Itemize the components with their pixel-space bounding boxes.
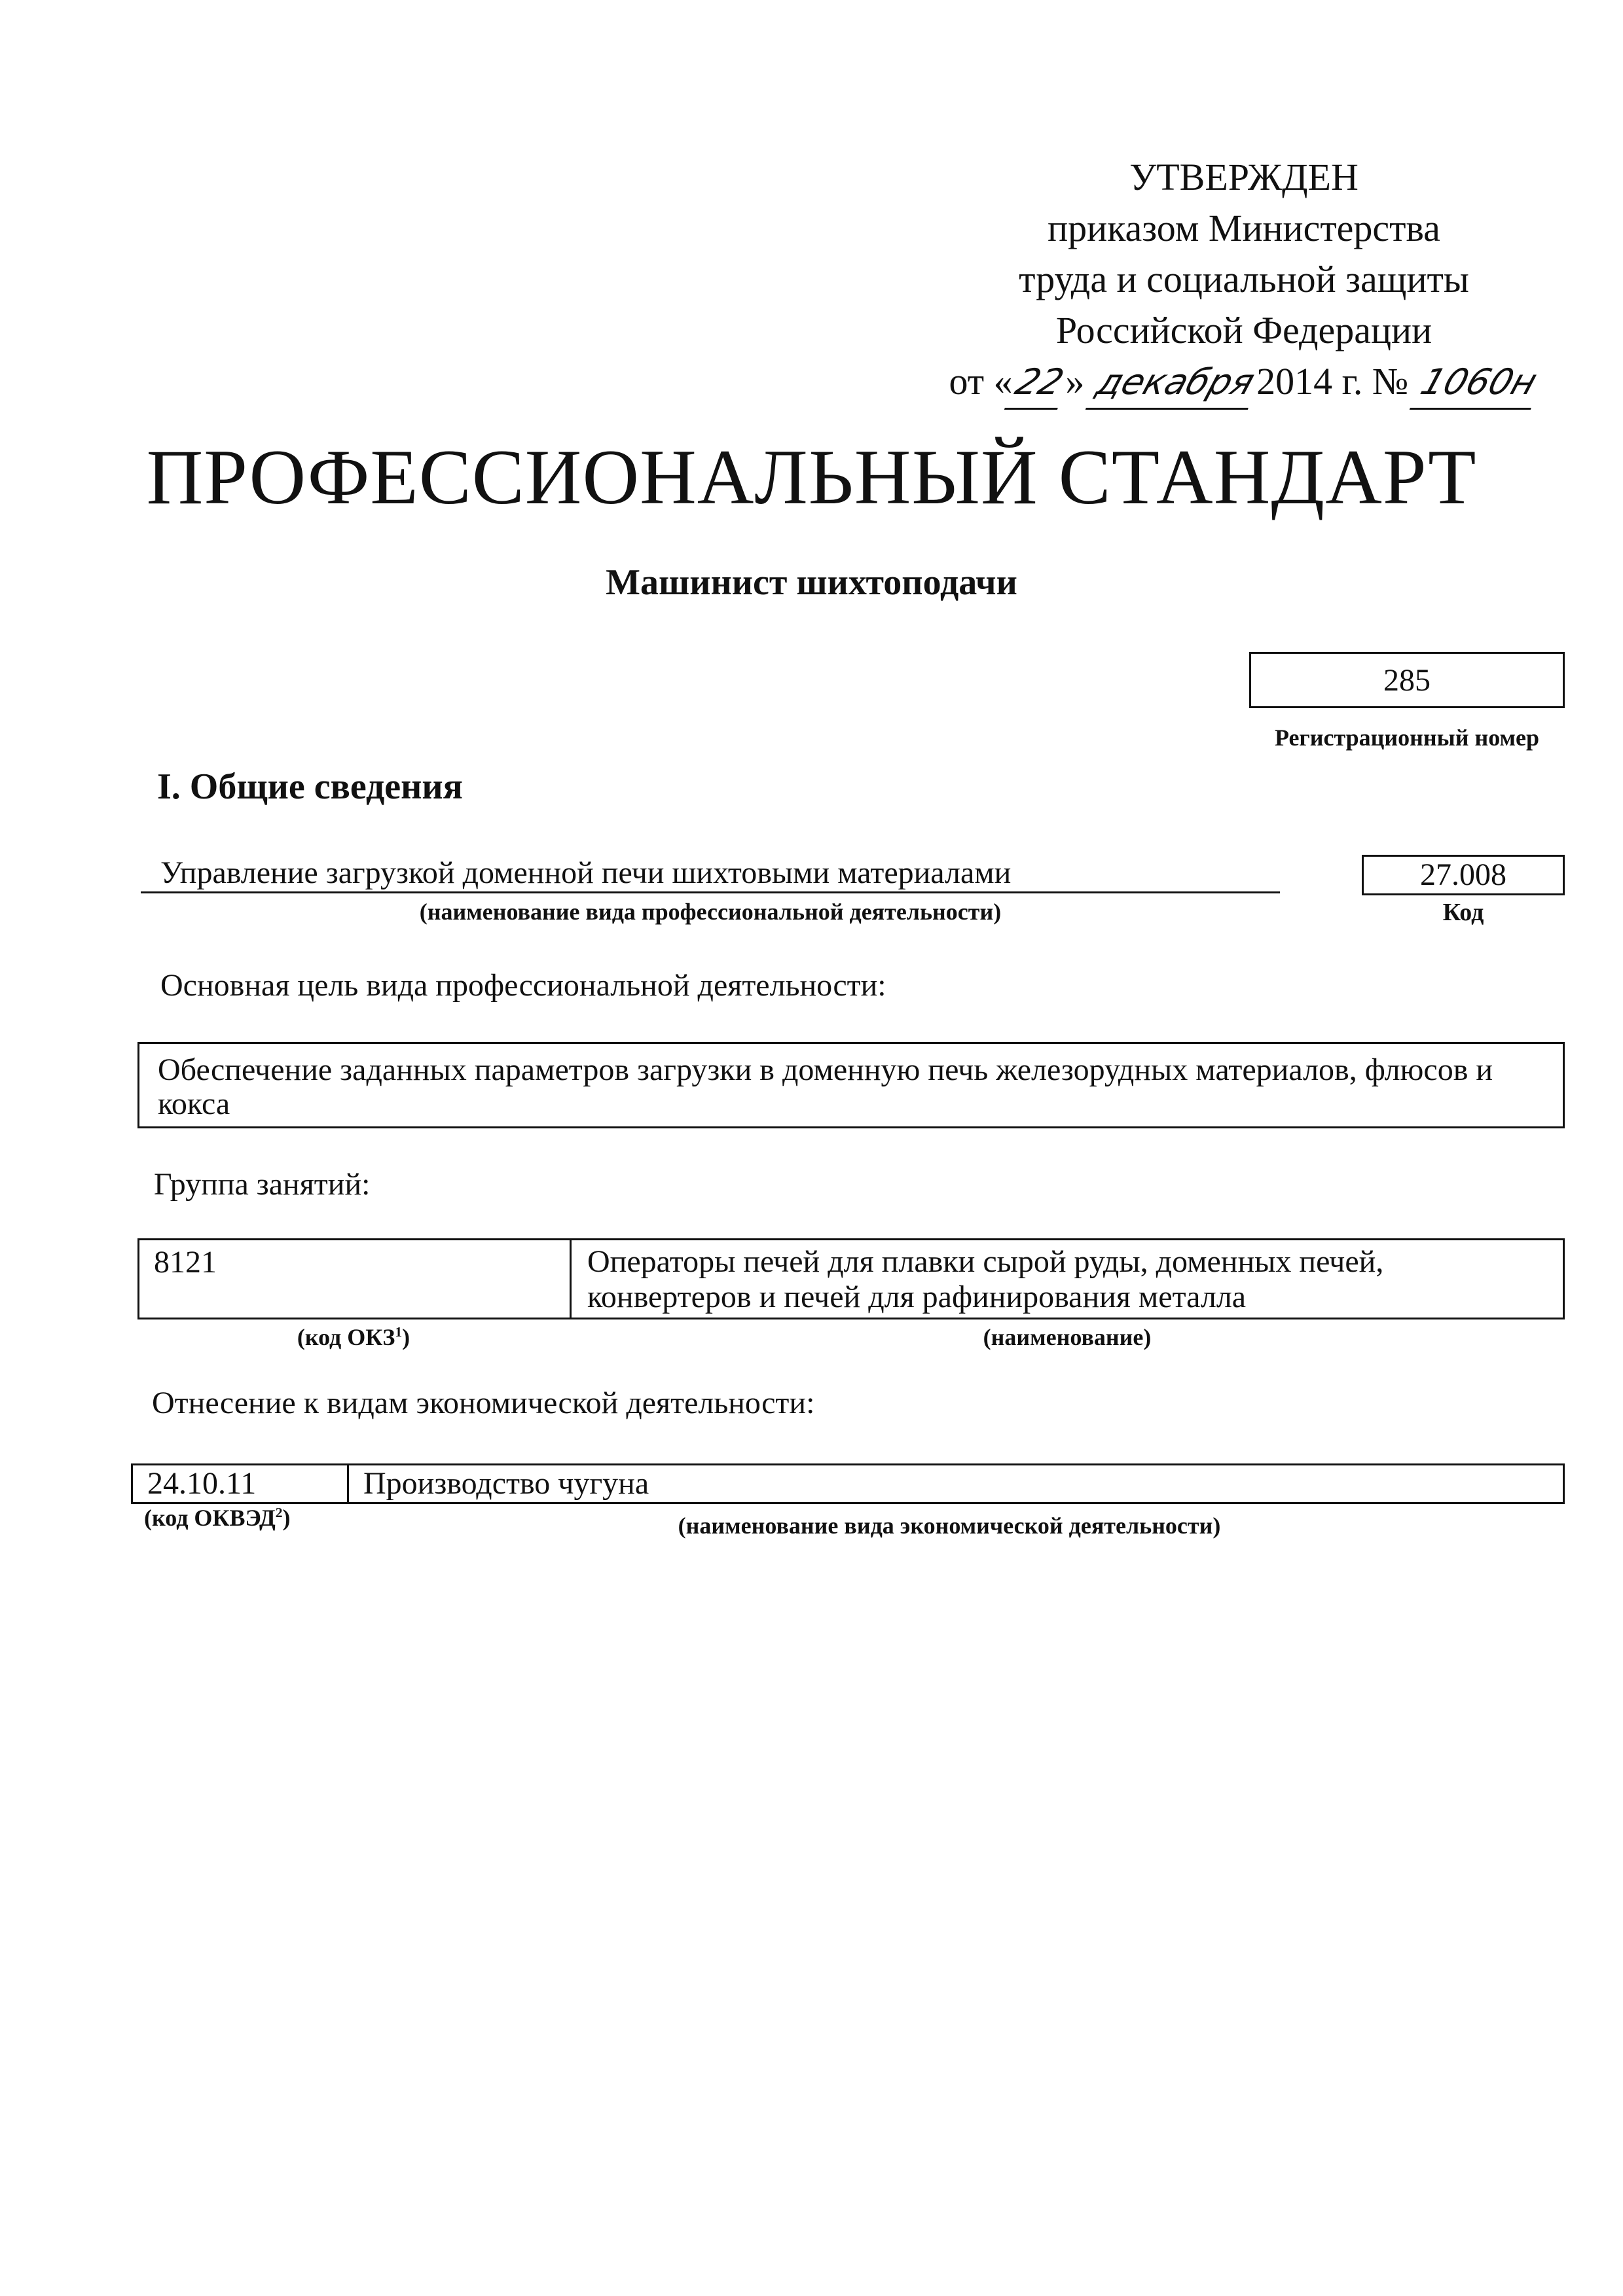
handwritten-day: 22: [1004, 357, 1074, 410]
occupation-group-table: [137, 1238, 1565, 1319]
occupation-name-caption: (наименование): [983, 1324, 1152, 1350]
okved-caption-text: (код ОКВЭД: [144, 1505, 276, 1531]
approval-ministry-line: труда и социальной защиты: [1019, 258, 1469, 300]
economic-activity-code: 24.10.11: [133, 1465, 349, 1502]
okz-code-caption: [255, 1323, 452, 1351]
registration-number-box: 285: [1249, 652, 1565, 708]
date-mid: »: [1065, 360, 1085, 403]
occupation-group-name: Операторы печей для плавки сырой руды, доменных печей, конвертеров и печей для рафинирования металла: [587, 1244, 1384, 1314]
goal-box: Обеспечение заданных параметров загрузки в доменную печь железорудных материалов, флюсов и кокса: [137, 1042, 1565, 1128]
activity-name: Управление загрузкой доменной печи шихтовыми материалами: [141, 855, 1280, 893]
page-title: ПРОФЕССИОНАЛЬНЫЙ СТАНДАРТ: [146, 433, 1477, 520]
okved-code-caption: [144, 1504, 354, 1532]
occupation-group-label: Группа занятий:: [154, 1167, 371, 1202]
economic-activity-table: [131, 1463, 1565, 1504]
okved-caption-end: ): [282, 1505, 291, 1531]
date-prefix: от «: [949, 360, 1013, 403]
approval-date-line: [917, 356, 1571, 410]
goal-label: Основная цель вида профессиональной деятельности:: [160, 968, 886, 1003]
registration-number-label: Регистрационный номер: [1274, 725, 1540, 751]
section-heading: I. Общие сведения: [157, 766, 463, 807]
okz-caption-text: (код ОКЗ: [297, 1324, 395, 1350]
economic-activity-label: Отнесение к видам экономической деятельности:: [152, 1386, 815, 1420]
approval-country-line: Российской Федерации: [1055, 309, 1432, 351]
economic-activity-name: Производство чугуна: [363, 1466, 649, 1501]
approval-order-line: приказом Министерства: [1048, 207, 1440, 249]
handwritten-order-number: 1060н: [1410, 357, 1548, 410]
footnote-ref-2: 2: [275, 1505, 283, 1520]
okz-caption-end: ): [402, 1324, 410, 1350]
activity-name-caption: (наименование вида профессиональной деятельности): [419, 899, 1002, 925]
page-subtitle: Машинист шихтоподачи: [606, 562, 1017, 603]
occupation-group-code: 8121: [139, 1240, 572, 1318]
approval-block: [917, 152, 1571, 410]
approval-heading: УТВЕРЖДЕН: [1129, 156, 1359, 198]
date-year: 2014 г. №: [1256, 360, 1409, 403]
activity-code-caption: Код: [1442, 899, 1484, 926]
economic-activity-name-caption: (наименование вида экономической деятельности): [678, 1513, 1221, 1539]
footnote-ref-1: 1: [395, 1324, 403, 1340]
activity-code-box: 27.008: [1362, 855, 1565, 895]
handwritten-month: декабря: [1085, 357, 1266, 410]
